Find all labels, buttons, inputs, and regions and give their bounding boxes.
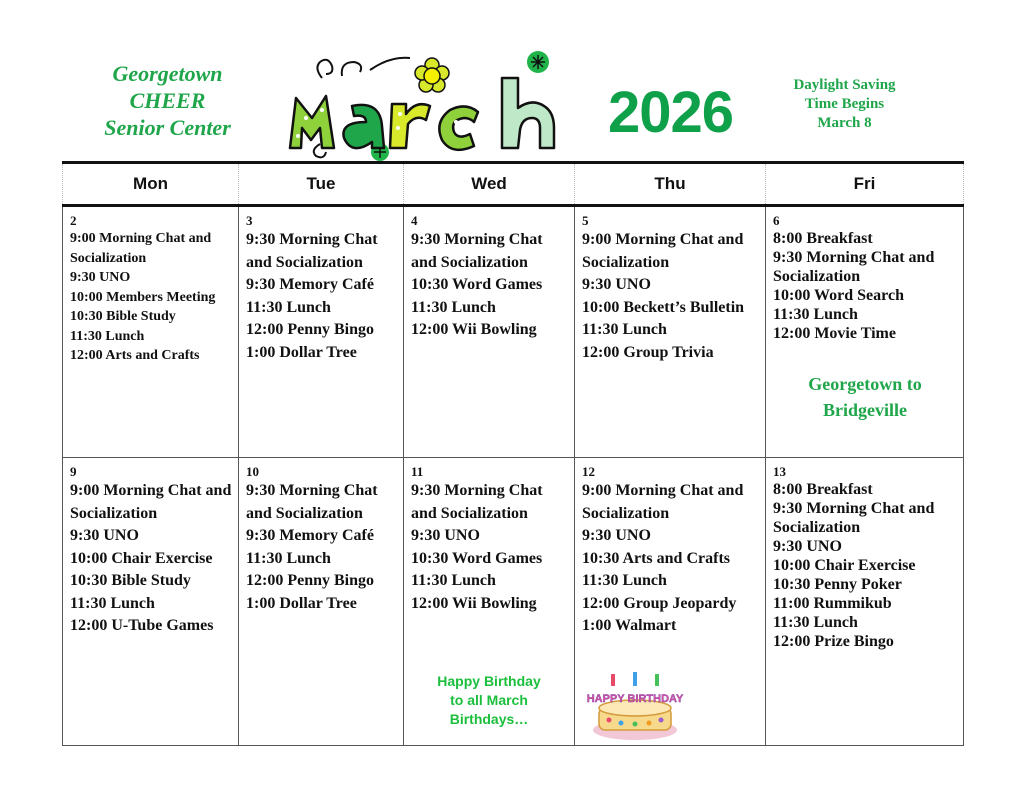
event: 10:00 Chair Exercise <box>70 549 213 567</box>
event: 11:30 Lunch <box>582 572 667 589</box>
event: 11:30 Lunch <box>70 328 145 344</box>
weekday-header: Tue <box>239 163 404 206</box>
event: 10:00 Chair Exercise <box>773 557 916 574</box>
event: 11:30 Lunch <box>773 306 858 323</box>
event: 9:30 Memory Café <box>246 527 374 544</box>
day-cell <box>575 458 766 746</box>
day-number: 2 <box>70 213 77 228</box>
org-name-line: CHEER <box>129 88 206 113</box>
event: 12:00 Movie Time <box>773 325 896 342</box>
event: 10:30 Word Games <box>411 276 543 293</box>
day-number: 5 <box>582 213 589 228</box>
daylight-saving-note <box>772 76 917 133</box>
day-number: 13 <box>773 464 786 479</box>
org-name-line: Georgetown <box>112 61 223 86</box>
event: 8:00 Breakfast <box>773 481 873 498</box>
day-number: 12 <box>582 464 595 479</box>
event: 11:00 Rummikub <box>773 595 892 612</box>
day-number: 3 <box>246 213 253 228</box>
event: 11:30 Lunch <box>411 298 496 316</box>
event: 10:00 Word Search <box>773 287 904 304</box>
event: 9:30 Morning Chat and Socialization <box>411 231 543 271</box>
event: 10:30 Arts and Crafts <box>582 549 730 567</box>
event: 1:00 Dollar Tree <box>246 343 357 361</box>
trip-note-line: Bridgeville <box>823 400 907 420</box>
event: 9:30 Morning Chat and Socialization <box>773 500 935 536</box>
trip-note-line: Georgetown to <box>808 374 922 394</box>
event: 12:00 Arts and Crafts <box>70 348 200 363</box>
day-cell <box>575 206 766 458</box>
organization-name <box>80 60 255 141</box>
day-cell <box>766 458 964 746</box>
event: 9:00 Morning Chat and Socialization <box>582 482 744 522</box>
event: 12:00 Penny Bingo <box>246 321 375 338</box>
day-number: 11 <box>411 464 424 479</box>
day-cell <box>239 458 404 746</box>
event: 9:30 UNO <box>582 527 651 544</box>
event: 9:00 Morning Chat and Socialization <box>70 231 212 266</box>
event: 9:30 UNO <box>582 276 651 293</box>
day-number: 4 <box>411 213 418 228</box>
day-number: 10 <box>246 464 259 479</box>
day-cell <box>63 458 239 746</box>
birthday-line: to all March <box>450 692 528 708</box>
event: 12:00 Group Jeopardy <box>582 594 737 612</box>
event: 9:00 Morning Chat and Socialization <box>582 231 744 271</box>
event: 12:00 Wii Bowling <box>411 321 537 338</box>
event: 9:30 Morning Chat and Socialization <box>773 249 935 285</box>
event: 1:00 Dollar Tree <box>246 594 357 612</box>
event: 10:30 Bible Study <box>70 572 191 589</box>
day-cell <box>404 206 575 458</box>
event: 9:30 UNO <box>411 527 480 544</box>
weekday-header: Mon <box>63 163 239 206</box>
event: 9:30 UNO <box>70 270 131 285</box>
event: 12:00 Wii Bowling <box>411 594 537 612</box>
event: 10:30 Word Games <box>411 549 543 567</box>
weekday-header: Fri <box>766 163 964 206</box>
event: 1:00 Walmart <box>582 617 677 634</box>
day-cell <box>63 206 239 458</box>
calendar-year: 2026 <box>608 80 734 145</box>
weekday-header: Thu <box>575 163 766 206</box>
event: 10:00 Beckett’s Bulletin <box>582 298 745 316</box>
event: 10:30 Penny Poker <box>773 576 902 593</box>
calendar-grid <box>62 161 964 746</box>
birthday-line: Birthdays… <box>449 711 529 727</box>
event: 10:30 Bible Study <box>70 309 176 324</box>
event: 11:30 Lunch <box>773 614 858 631</box>
event: 9:30 UNO <box>70 527 139 544</box>
birthday-cake-icon <box>585 668 685 744</box>
event: 11:30 Lunch <box>246 549 331 567</box>
event: 9:30 Morning Chat and Socialization <box>246 482 378 522</box>
event: 11:30 Lunch <box>70 594 155 612</box>
event: 10:00 Members Meeting <box>70 289 216 305</box>
event: 12:00 Penny Bingo <box>246 572 375 589</box>
dst-line: Daylight Saving <box>793 77 896 93</box>
trip-note <box>773 371 957 423</box>
event: 8:00 Breakfast <box>773 230 873 247</box>
cake-text: HAPPY BIRTHDAY <box>586 693 684 705</box>
event: 12:00 Prize Bingo <box>773 633 894 650</box>
day-cell <box>766 206 964 458</box>
day-number: 6 <box>773 213 780 228</box>
event: 11:30 Lunch <box>582 321 667 338</box>
birthday-line: Happy Birthday <box>437 673 541 689</box>
event: 12:00 U-Tube Games <box>70 617 214 634</box>
org-name-line: Senior Center <box>104 115 231 140</box>
event: 9:30 UNO <box>773 538 842 555</box>
event: 11:30 Lunch <box>411 572 496 589</box>
event: 12:00 Group Trivia <box>582 343 714 361</box>
dst-line: March 8 <box>817 115 872 131</box>
event: 9:30 Morning Chat and Socialization <box>246 231 378 271</box>
day-number: 9 <box>70 464 77 479</box>
day-cell <box>239 206 404 458</box>
month-title-art <box>282 48 612 166</box>
event: 9:30 Morning Chat and Socialization <box>411 482 543 522</box>
dst-line: Time Begins <box>804 96 885 112</box>
event: 11:30 Lunch <box>246 298 331 316</box>
weekday-header: Wed <box>404 163 575 206</box>
week-row <box>63 458 964 746</box>
week-row <box>63 206 964 458</box>
day-cell <box>404 458 575 746</box>
birthday-message <box>404 672 574 729</box>
weekday-header-row <box>63 163 964 206</box>
event: 9:00 Morning Chat and Socialization <box>70 482 232 522</box>
event: 9:30 Memory Café <box>246 276 374 293</box>
